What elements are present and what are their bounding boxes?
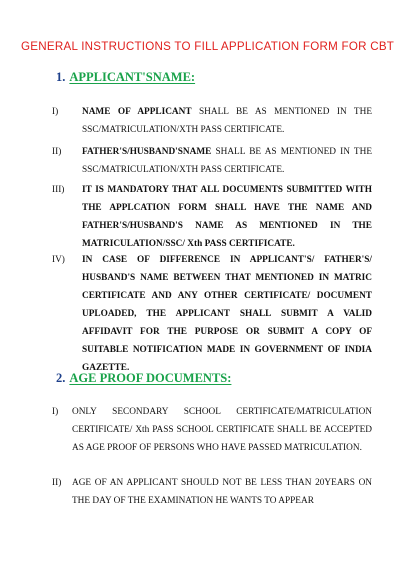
section-number: 2. bbox=[56, 371, 66, 385]
item-plain-text: SHALL BE AS MENTIONED IN THE SSC/MATRICULATION/XTH PASS CERTIFICATE. bbox=[82, 107, 372, 135]
item-plain-text: SHALL BE AS MENTIONED IN THE SSC/MATRICULATION/XTH PASS CERTIFICATE. bbox=[82, 147, 372, 175]
section-heading-age-proof bbox=[56, 371, 231, 386]
item-numeral: IV) bbox=[52, 255, 65, 265]
section-number: 1. bbox=[56, 70, 66, 84]
item-bold-text: IN CASE OF DIFFERENCE IN APPLICANT'S/ FATHER'S/ HUSBAND'S NAME BETWEEN THAT MENTIONED IN MATRIC CERTIFICATE AND ANY OTHER CERTIFICATE/ DOCUMENT UPLOADED, THE APPLICANT SHALL SUBMIT A VALID AFFIDAVIT FOR THE PURPOSE OR SUBMIT A COPY OF SUITABLE NOTIFICATION MADE IN GOVERNMENT OF INDIA GAZETTE. bbox=[82, 255, 372, 373]
item-numeral: III) bbox=[52, 185, 65, 195]
item-numeral: I) bbox=[52, 107, 59, 117]
item-numeral: II) bbox=[52, 478, 62, 488]
item-numeral: II) bbox=[52, 147, 62, 157]
item-plain-text: ONLY SECONDARY SCHOOL CERTIFICATE/MATRICULATION CERTIFICATE/ Xth PASS SCHOOL CERTIFICATE SHALL BE ACCEPTED AS AGE PROOF OF PERSONS WHO HAVE PASSED MATRICULATION. bbox=[72, 407, 372, 453]
item-plain-text: AGE OF AN APPLICANT SHOULD NOT BE LESS THAN 20YEARS ON THE DAY OF THE EXAMINATION HE WANTS TO APPEAR bbox=[72, 478, 372, 506]
item-bold-text: NAME OF APPLICANT bbox=[82, 107, 192, 117]
item-text bbox=[82, 103, 372, 139]
item-bold-text: FATHER'S/HUSBAND'SNAME bbox=[82, 147, 212, 157]
item-text bbox=[82, 181, 372, 253]
item-text bbox=[72, 474, 372, 510]
section-title: AGE PROOF DOCUMENTS: bbox=[69, 371, 232, 385]
item-bold-text: IT IS MANDATORY THAT ALL DOCUMENTS SUBMITTED WITH THE APPLCATION FORM SHALL HAVE THE NAME AND FATHER'S/HUSBAND'S NAME AS MENTIONED IN THE MATRICULATION/SSC/ Xth PASS CERTIFICATE. bbox=[82, 185, 372, 249]
item-text bbox=[72, 403, 372, 457]
item-numeral: I) bbox=[52, 407, 59, 417]
item-text bbox=[82, 143, 372, 179]
section-title: APPLICANT'SNAME: bbox=[69, 70, 196, 84]
section-heading-applicant-name bbox=[56, 70, 195, 85]
document-title: GENERAL INSTRUCTIONS TO FILL APPLICATION FORM FOR CBT bbox=[21, 40, 395, 53]
item-text bbox=[82, 251, 372, 377]
